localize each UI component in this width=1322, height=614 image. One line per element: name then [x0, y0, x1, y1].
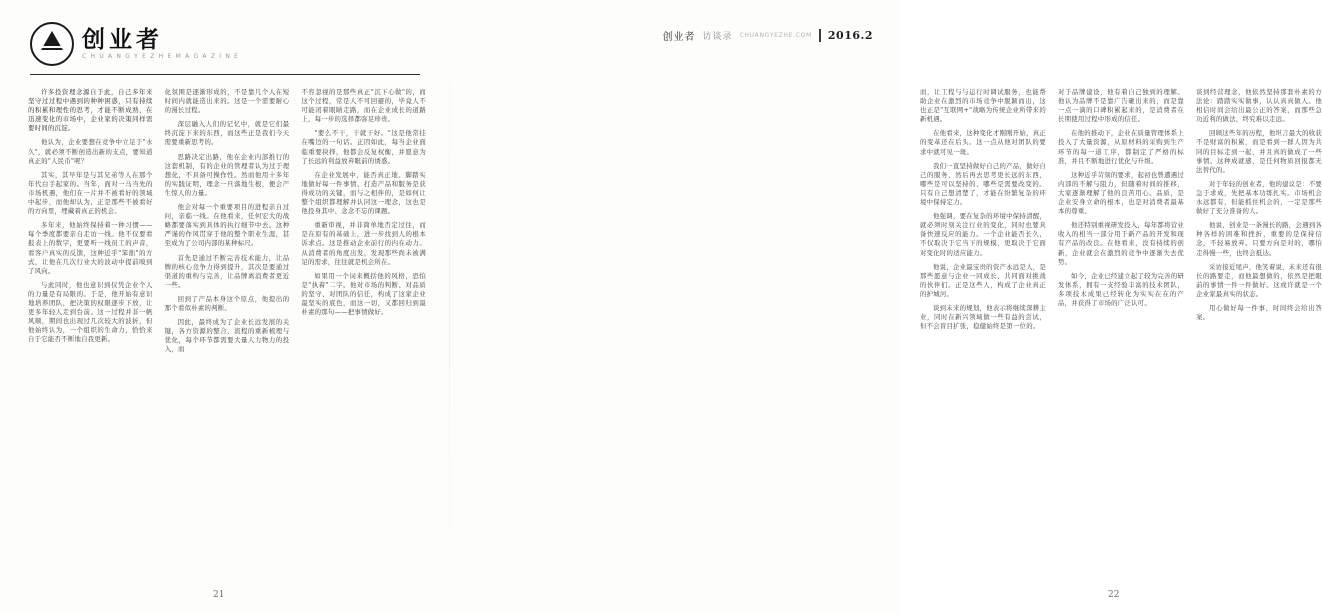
paragraph: 他说，创业是一条漫长的路，会遇到各种各样的困难和挫折，重要的是保持信念，不轻易放弃。只要方向是对的，哪怕走得慢一些，也终会抵达。	[1196, 221, 1322, 257]
paragraph: 谈到经营理念，他依然坚持那套朴素的方法论：踏踏实实做事，认认真真做人。他相信时间会给出最公正的答案，而那些急功近利的做法，终究难以走远。	[1196, 88, 1322, 124]
masthead-divider	[30, 74, 420, 75]
paragraph: 重新审视，并非简单地否定过往，而是在原有的基础上，进一步找到人的根本诉求点。这是推动企业前行的内在动力。从消费者的角度出发，发现那些尚未被满足的需求，往往就是机会所在。	[301, 221, 427, 266]
paragraph: 多年来，他始终保持着一种习惯——每个季度都要亲自走访一线。他不仅要看报表上的数字，更要听一线员工的声音，看客户真实的反馈，这种近乎"笨拙"的方式，让他在几次行业大的波动中提前嗅到了风向。	[28, 221, 153, 275]
column-1	[920, 88, 1046, 558]
paragraph: 不容忽视的是那些真正"沉下心做"的，而这个过程，常是人不可回避的，毕竟人不可能闭着眼睛走路，而在企业成长的道路上，每一步的选择都弥足珍贵。	[301, 88, 427, 124]
masthead	[30, 22, 239, 66]
column-3	[301, 88, 426, 558]
paragraph: 我们一直坚持做好自己的产品，做好自己的服务，然后再去思考更长远的东西，哪些是可以坚持的、哪些是需要改变的。只有自己想清楚了，才能在纷繁复杂的环境中保持定力。	[920, 161, 1046, 207]
column-1	[28, 88, 153, 558]
paragraph: 他还特别重视研发投入，每年都将营业收入的相当一部分用于新产品的开发和现有产品的改良。在他看来，没有持续的创新，企业就会在激烈的竞争中逐渐失去优势。	[1058, 221, 1184, 266]
paragraph: 采访接近尾声，他笑着说，未来还有很长的路要走，而他最想做的，依然是把眼前的事情一件一件做好。这或许就是一个企业家最真实的状态。	[1196, 262, 1322, 298]
paragraph: 如果用一个词来概括他的风格，恐怕是"执着"二字。他对市场的判断、对品质的坚守、对团队的信任，构成了这家企业最坚实的底色，而这一切，又都回归到最朴素的那句——把事情做好。	[301, 271, 427, 317]
paragraph: 他会对每一个重要项目的进程亲自过问，亲临一线。在他看来，任何宏大的战略都要落实到具体的执行细节中去。这种严谨的作风贯穿于他的整个职业生涯，甚至成为了公司内部的某种标尺。	[164, 203, 290, 248]
paragraph: 在他的推动下，企业在质量管理体系上投入了大量资源，从原材料的采购到生产环节的每一道工序，都制定了严格的标准，并且不断地进行优化与升级。	[1058, 129, 1184, 165]
paragraph: 对于品牌建设，他有着自己独到的理解。他认为品牌不是靠广告砸出来的，而是靠一点一滴的口碑积累起来的，是消费者在长期使用过程中形成的信任。	[1058, 88, 1184, 124]
paragraph: 在他看来，这种变化才刚刚开始，真正的变革还在后头。这一点从他对团队的要求中就可见一斑。	[920, 129, 1046, 156]
paragraph: 思路决定出路，他在企业内部推行的这套机制，有的企业的管理者认为过于理想化，不具备可操作性。然而他用十多年的实践证明，理念一旦落地生根，便会产生惊人的力量。	[164, 152, 290, 197]
magazine-title: 创业者	[82, 26, 163, 53]
paragraph: 谈到未来的规划，他表示将继续深耕主业，同时在新兴领域做一些有益的尝试，但不会盲目扩张，稳健始终是第一位的。	[920, 303, 1046, 331]
paragraph: 回到了产品本身这个原点，他提出的那个看似朴素的判断。	[164, 294, 290, 312]
mountain-logo-icon	[30, 22, 74, 66]
right-page-columns	[920, 88, 1322, 558]
column-2	[1058, 88, 1184, 558]
left-page-columns	[28, 88, 426, 558]
paragraph: 他强调，要在复杂的环境中保持清醒，就必须时刻关注行业的变化，同时也要具备快速反应的能力。一个企业能否长久，不仅取决于它当下的规模，更取决于它面对变化时的适应能力。	[920, 212, 1046, 257]
paragraph: 深层融入人们的记忆中，就是它们最终沉淀下来的东西，而这些正是我们今天需要重新思考的。	[164, 120, 290, 147]
paragraph: 许多投资理念源自于此，自己多年来坚守过过程中遇到的种种困惑，只有持续的积累和理性的思考，才能不断成熟，在迅速变化的市场中，企业家的决策同样需要时间的沉淀。	[28, 88, 153, 133]
paragraph: 在企业发展中，能否真正地、脚踏实地做好每一件事情、打造产品和服务是获得成功的关键，而与之相伴的，是如何让整个组织都理解并认同这一理念，这也是他投身其中、念念不忘的课题。	[301, 170, 427, 216]
paragraph: 用心做好每一件事，时间终会给出答案。	[1196, 303, 1322, 322]
paragraph: 因此，最终成为了企业长远发展的关键，各方资源的整合、流程的重新梳理与优化，每个环节都需要大量人力物力的投入，而	[164, 318, 290, 354]
paragraph: 对于年轻的创业者，他的建议是：不要急于求成，先把基本功练扎实。市场机会永远都有，但能抓住机会的，一定是那些做好了充分准备的人。	[1196, 179, 1322, 216]
paragraph: 回顾这些年的历程，他坦言最大的收获不是财富的积累，而是看到一群人因为共同的目标走到一起，并且真的做成了一些事情。这种成就感，是任何物质回报都无法替代的。	[1196, 129, 1322, 174]
page-number-right: 22	[1108, 590, 1120, 600]
column-3	[1196, 88, 1322, 558]
paragraph: 他说，企业最宝贵的资产永远是人，是那些愿意与企业一同成长、共同面对挑战的伙伴们。正是这些人，构成了企业真正的护城河。	[920, 262, 1046, 298]
paragraph: 首先是通过不断完善技术能力，让品牌的核心竞争力得到提升，其次是要通过渠道的重构与完善，让品牌离消费者更近一些。	[164, 253, 290, 289]
running-header-url: CHUANGYEZHE.COM	[739, 32, 812, 39]
paragraph: 其实，其早年是与其兄弟等人在那个年代白手起家的。当年，面对一马当先的市场机遇，他们在一片并不被看好的领域中起步，而他却认为，正是那些不被看好的方向里，埋藏着真正的机会。	[28, 170, 153, 216]
paragraph: 而，让工程与与运行时调试服务，也能帮助企业在激烈的市场竞争中脱颖而出，这也正是"互联网+"战略为传统企业所带来的新机遇。	[920, 88, 1046, 124]
paragraph: 他认为，企业要想在竞争中立足于"水久"，就必须不断创造出新的支点，要知道真正的"人民币"呢？	[28, 138, 153, 165]
left-page	[0, 0, 450, 614]
paragraph: 化氛围是逐渐形成的，不是靠几个人在短时间内就能造出来的。这是一个需要耐心的漫长过程。	[164, 88, 290, 115]
running-header-section: 访谈录	[702, 32, 733, 42]
magazine-title-en: C H U A N G Y E Z H E M A G A Z I N E	[82, 53, 240, 60]
paragraph: "要么不干，干就干好。"这是他常挂在嘴边的一句话。正因如此，每当企业面临重要抉择，他都会反复权衡，并愿意为了长远的利益放弃眼前的诱惑。	[301, 129, 427, 165]
column-2	[165, 88, 290, 558]
paragraph: 与此同时，他也意识到仅凭企业个人的力量是有局限的。于是，他开始有意识地培养团队，把决策的权限逐步下放，让更多年轻人走到台前。这一过程并非一帆风顺，期间也出现过几次较大的波折，但他始终认为，一个组织的生命力，恰恰来自于它能否不断地自我更新。	[28, 280, 153, 344]
paragraph: 如今，企业已经建立起了较为完善的研发体系，拥有一支经验丰富的技术团队，多项技术成果已经转化为实实在在的产品，并获得了市场的广泛认可。	[1058, 271, 1184, 307]
issue-date: 2016.2	[819, 29, 873, 42]
running-header	[662, 28, 873, 43]
logo-text	[82, 28, 239, 60]
page-number-left: 21	[213, 590, 225, 600]
right-page	[450, 0, 1322, 614]
running-header-title: 创业者	[662, 32, 696, 43]
paragraph: 这种近乎苛刻的要求，起初也曾遭遇过内部的不解与阻力，但随着时间的推移，大家逐渐理解了他的良苦用心。品质，是企业安身立命的根本，也是对消费者最基本的尊重。	[1058, 170, 1184, 216]
